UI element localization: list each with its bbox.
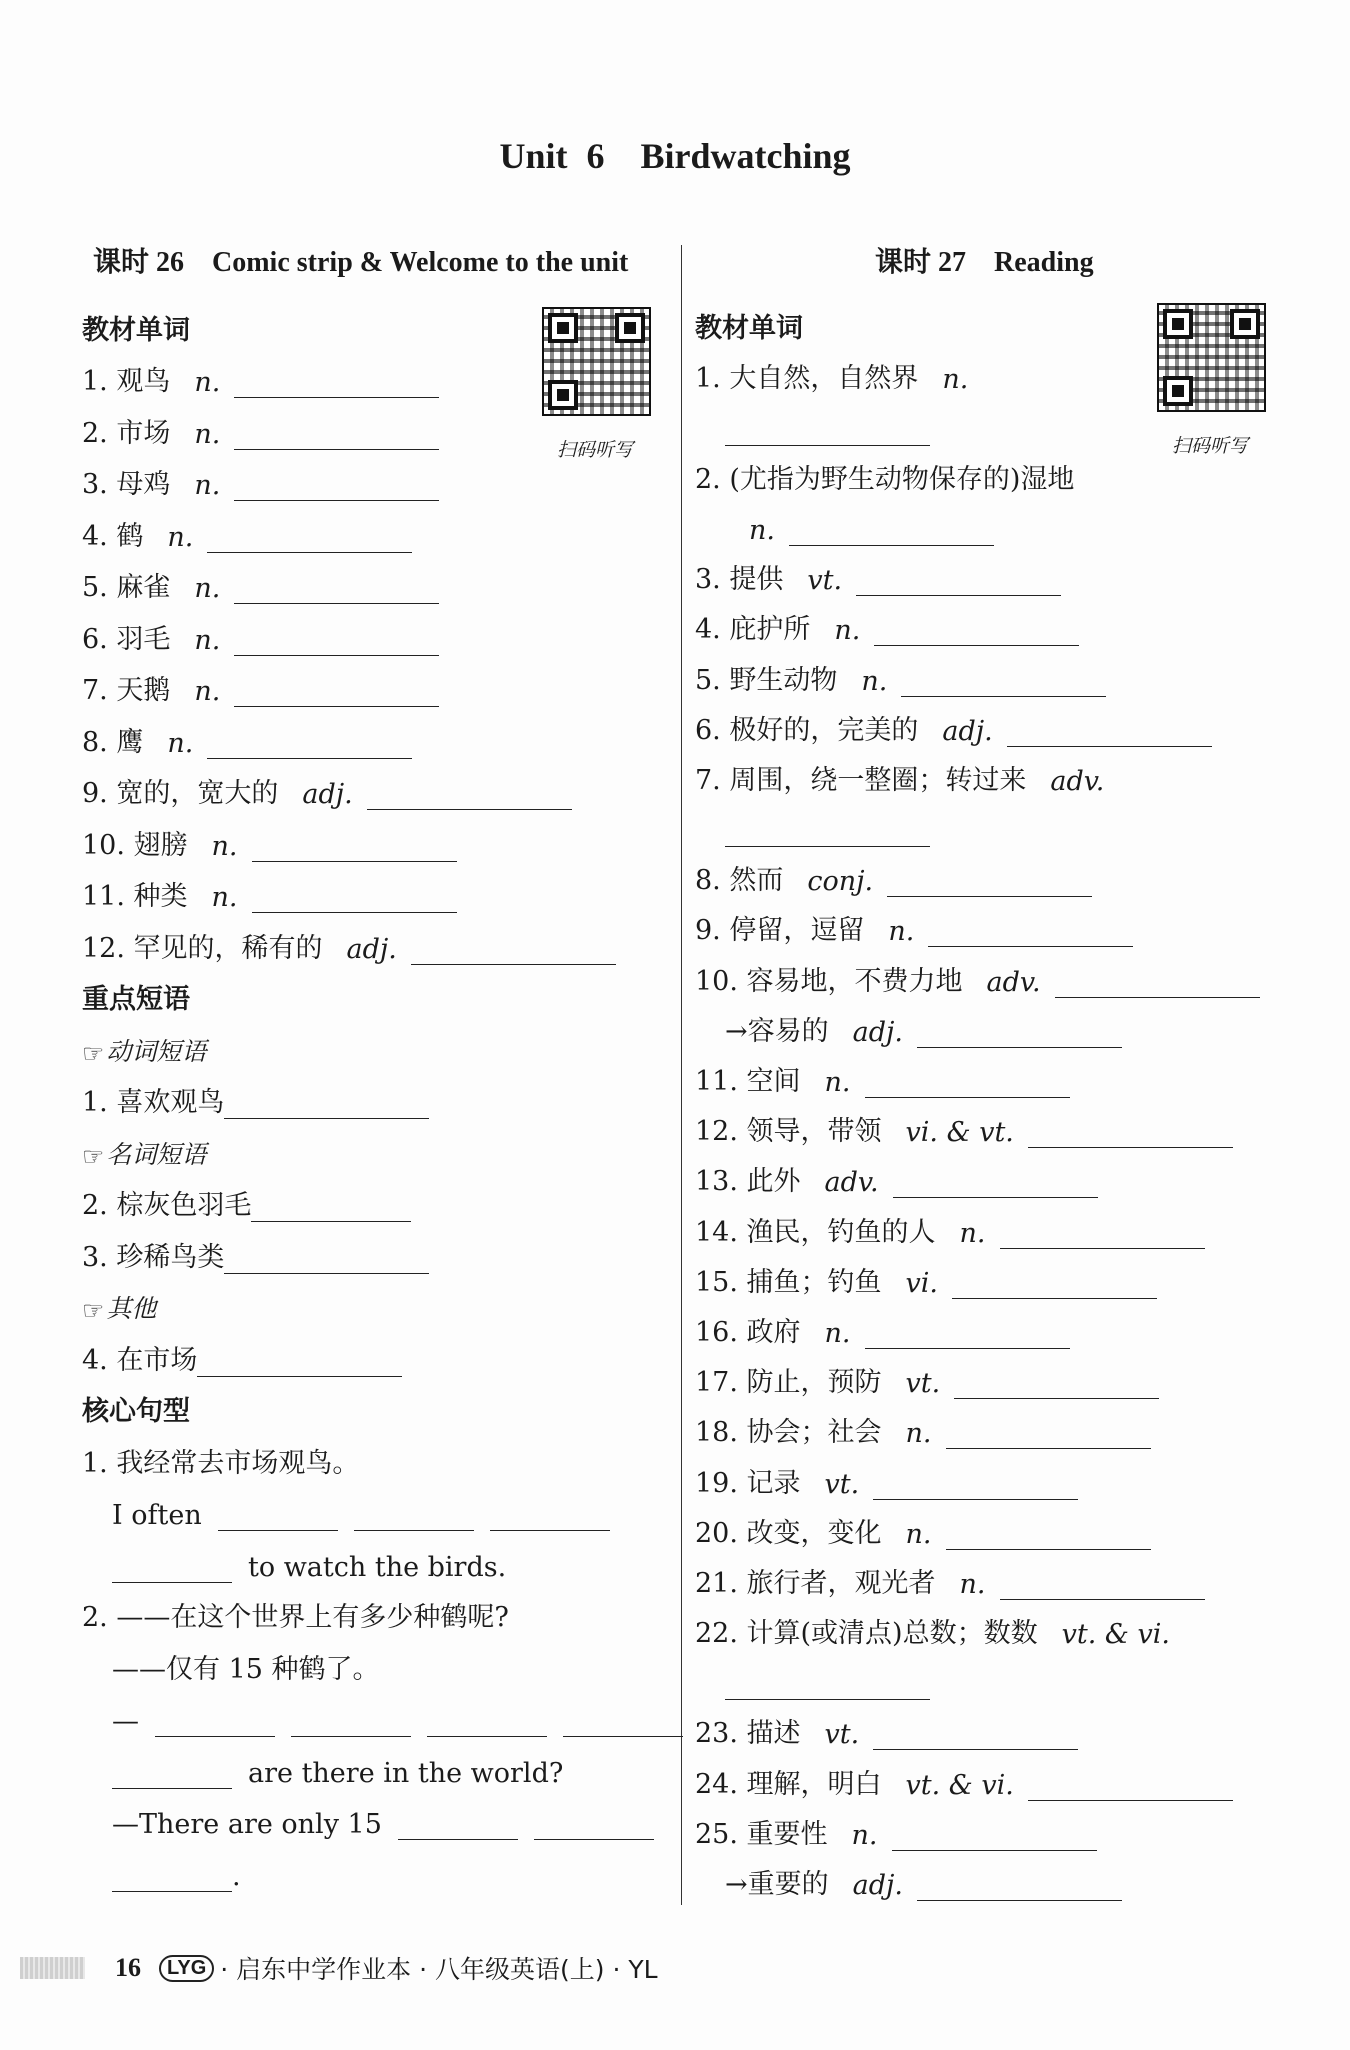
item-text: 15. 捕鱼；钓鱼 [695, 1266, 882, 1298]
section-heading [82, 965, 683, 1017]
answer-blank[interactable] [234, 476, 439, 501]
answer-blank[interactable] [946, 1424, 1151, 1449]
item-text: 13. 此外 [695, 1166, 801, 1198]
list-item [695, 1249, 1260, 1299]
item-text: 4. 鹤 [82, 520, 144, 552]
answer-blank[interactable] [901, 672, 1106, 697]
item-text: 1. 我经常去市场观鸟。 [82, 1447, 360, 1479]
answer-blank[interactable] [197, 1352, 402, 1377]
answer-blank[interactable] [928, 922, 1133, 947]
list-item [82, 553, 683, 605]
list-item [695, 947, 1260, 997]
part-of-speech: n. [888, 916, 915, 948]
answer-blank[interactable] [865, 1324, 1070, 1349]
pointing-hand-icon: ☞ [82, 1038, 105, 1068]
part-of-speech: adj. [346, 933, 397, 965]
answer-blank[interactable] [917, 1876, 1122, 1901]
item-text: 22. 计算(或清点)总数；数数 [695, 1618, 1038, 1650]
subsection-heading [82, 1016, 683, 1068]
section-title: 教材单词 [82, 314, 190, 346]
lesson-title: Comic strip & Welcome to the unit [212, 247, 629, 278]
list-item [82, 862, 683, 914]
item-text: 3. 母鸡 [82, 469, 171, 500]
list-item [725, 1650, 1260, 1700]
item-text: 21. 旅行者，观光者 [695, 1567, 936, 1599]
item-text: 11. 空间 [695, 1066, 801, 1097]
list-item [112, 1686, 683, 1738]
item-text: 2. ——在这个世界上有多少种鹤呢? [82, 1602, 509, 1633]
item-text: 10. 容易地，不费力地 [695, 965, 963, 997]
list-item [695, 697, 1260, 747]
answer-blank[interactable] [1000, 1224, 1205, 1249]
item-text: 11. 种类 [82, 881, 188, 912]
part-of-speech: vt. [824, 1468, 860, 1500]
answer-blank[interactable] [1028, 1776, 1233, 1801]
answer-blank[interactable] [252, 837, 457, 862]
list-item [695, 847, 1260, 897]
list-item [725, 1851, 1260, 1901]
part-of-speech: adj. [852, 1016, 903, 1048]
answer-blank[interactable] [207, 528, 412, 553]
answer-blank[interactable] [563, 1712, 683, 1737]
item-text: 7. 天鹅 [82, 675, 171, 706]
subsection-title: 名词短语 [106, 1139, 207, 1169]
lesson-title: Reading [994, 247, 1094, 278]
list-item [695, 446, 1260, 496]
answer-blank[interactable] [207, 734, 412, 759]
part-of-speech: n. [851, 1819, 878, 1851]
page-footer [20, 1948, 658, 1988]
item-text: 9. 停留，逗留 [695, 915, 865, 947]
list-item [695, 897, 1260, 947]
list-item [82, 656, 683, 708]
item-text: 4. 庇护所 [695, 614, 811, 646]
list-item [695, 1148, 1260, 1198]
section-title: 教材单词 [695, 313, 803, 345]
list-item [82, 913, 683, 965]
lesson-27-heading [875, 240, 1094, 280]
item-text: 12. 罕见的，稀有的 [82, 932, 323, 964]
publisher-logo: LYG [159, 1955, 214, 1982]
list-item [695, 345, 1260, 395]
answer-blank[interactable] [893, 1173, 1098, 1198]
section-heading [82, 295, 683, 347]
answer-blank[interactable] [892, 1826, 1097, 1851]
answer-blank[interactable] [112, 1867, 232, 1892]
list-item [82, 604, 683, 656]
answer-blank[interactable] [234, 373, 439, 398]
item-text: 5. 麻雀 [82, 572, 171, 603]
list-item [112, 1634, 683, 1686]
list-item [725, 395, 1260, 445]
list-item [112, 1480, 683, 1532]
list-item [695, 1700, 1260, 1750]
item-text: 14. 渔民，钓鱼的人 [695, 1216, 936, 1248]
item-text: 25. 重要性 [695, 1818, 828, 1850]
part-of-speech: vt. [824, 1719, 860, 1751]
answer-blank[interactable] [427, 1712, 547, 1737]
list-item [695, 646, 1260, 696]
answer-blank[interactable] [917, 1023, 1122, 1048]
sentence-text: I often [112, 1500, 202, 1531]
section-heading [695, 295, 1260, 345]
list-item [82, 1222, 683, 1274]
item-text: 1. 大自然，自然界 [695, 363, 919, 395]
part-of-speech: n. [834, 615, 861, 647]
answer-blank[interactable] [490, 1506, 610, 1531]
part-of-speech: conj. [807, 866, 874, 898]
answer-blank[interactable] [234, 682, 439, 707]
item-text: ——仅有 15 种鹤了。 [112, 1653, 380, 1685]
item-text: 12. 领导，带领 [695, 1116, 882, 1148]
item-text: 2. 市场 [82, 417, 171, 449]
answer-blank[interactable] [367, 785, 572, 810]
section-title: 核心句型 [82, 1396, 190, 1427]
answer-blank[interactable] [887, 872, 1092, 897]
list-item [82, 759, 683, 811]
answer-blank[interactable] [112, 1558, 232, 1583]
part-of-speech: adv. [986, 966, 1041, 998]
list-item [82, 398, 683, 450]
part-of-speech: n. [194, 676, 221, 707]
answer-blank[interactable] [291, 1712, 411, 1737]
part-of-speech: n. [194, 624, 221, 656]
list-item [725, 998, 1260, 1048]
subsection-title: 动词短语 [106, 1036, 207, 1066]
list-item [695, 1048, 1260, 1098]
book-title: · 启东中学作业本 · 八年级英语(上) · YL [220, 1955, 658, 1984]
answer-blank[interactable] [873, 1725, 1078, 1750]
list-item [82, 707, 683, 759]
answer-blank[interactable] [234, 631, 439, 656]
item-text: 1. 观鸟 [82, 366, 171, 397]
list-item [695, 1500, 1260, 1550]
item-text: 8. 然而 [695, 865, 784, 897]
list-item [112, 1531, 683, 1583]
item-text: 9. 宽的，宽大的 [82, 778, 279, 809]
list-item [695, 546, 1260, 596]
item-text: 6. 极好的，完美的 [695, 714, 919, 746]
item-text: 2. 棕灰色羽毛 [82, 1190, 252, 1221]
list-item [82, 1171, 683, 1223]
sentence-text: to watch the birds. [248, 1551, 507, 1583]
answer-blank[interactable] [112, 1764, 232, 1789]
item-text: 24. 理解，明白 [695, 1768, 882, 1800]
item-text: 19. 记录 [695, 1467, 801, 1499]
list-item [82, 1428, 683, 1480]
answer-blank[interactable] [725, 1675, 930, 1700]
part-of-speech: n. [167, 727, 194, 759]
footer-decoration [20, 1957, 85, 1979]
part-of-speech: n. [194, 418, 221, 450]
list-item [82, 1068, 683, 1120]
answer-blank[interactable] [725, 822, 930, 847]
answer-blank[interactable] [725, 421, 930, 446]
item-text: 3. 提供 [695, 564, 784, 596]
item-text: 4. 在市场 [82, 1344, 198, 1376]
item-text: 3. 珍稀鸟类 [82, 1241, 225, 1273]
item-text: 8. 鹰 [82, 726, 144, 758]
list-item [695, 1600, 1260, 1650]
answer-blank[interactable] [155, 1712, 275, 1737]
list-item [695, 1750, 1260, 1800]
answer-blank[interactable] [1028, 1123, 1233, 1148]
qr-caption: 扫码听写 [556, 439, 633, 461]
pointing-hand-icon: ☞ [82, 1141, 105, 1171]
list-item [82, 501, 683, 553]
part-of-speech: adv. [824, 1167, 879, 1199]
sentence-text: are there in the world? [248, 1757, 564, 1789]
answer-blank[interactable] [224, 1094, 429, 1119]
part-of-speech: vt. & vi. [905, 1769, 1014, 1801]
answer-blank[interactable] [251, 1197, 411, 1222]
answer-blank[interactable] [856, 571, 1061, 596]
part-of-speech: n. [211, 830, 238, 862]
part-of-speech: vi. & vt. [905, 1117, 1014, 1149]
sentence-text: —There are only 15 [112, 1809, 382, 1840]
lesson-27-list [695, 295, 1260, 1901]
answer-blank[interactable] [354, 1506, 474, 1531]
part-of-speech: n. [194, 367, 221, 398]
list-item [82, 1325, 683, 1377]
lesson-number: 课时 27 [875, 247, 967, 278]
part-of-speech: adj. [942, 715, 993, 747]
sentence-text: — [112, 1706, 139, 1737]
item-text: 6. 羽毛 [82, 623, 171, 655]
list-item [112, 1789, 683, 1841]
subsection-heading [82, 1274, 683, 1326]
answer-blank[interactable] [954, 1374, 1159, 1399]
lesson-26-list [82, 295, 683, 1892]
part-of-speech: n. [905, 1518, 932, 1550]
section-title: 重点短语 [82, 984, 190, 1015]
part-of-speech: n. [749, 514, 775, 546]
list-item [82, 347, 683, 399]
part-of-speech: n. [905, 1418, 932, 1450]
answer-blank[interactable] [252, 888, 457, 913]
item-text: 2. (尤指为野生动物保存的)湿地 [695, 463, 1075, 495]
part-of-speech: n. [861, 665, 888, 697]
item-text: 10. 翅膀 [82, 829, 188, 861]
part-of-speech: n. [194, 470, 221, 501]
answer-blank[interactable] [224, 1249, 429, 1274]
part-of-speech: n. [959, 1217, 986, 1249]
answer-blank[interactable] [218, 1506, 338, 1531]
answer-blank[interactable] [874, 621, 1079, 646]
item-text: 16. 政府 [695, 1316, 801, 1348]
answer-blank[interactable] [1000, 1575, 1205, 1600]
lesson-number: 课时 26 [93, 247, 185, 278]
part-of-speech: n. [824, 1317, 851, 1349]
item-text: 20. 改变，变化 [695, 1517, 882, 1549]
subsection-title: 其他 [106, 1294, 157, 1323]
list-item [695, 1299, 1260, 1349]
list-item [695, 1098, 1260, 1148]
answer-blank[interactable] [873, 1475, 1078, 1500]
answer-blank[interactable] [234, 579, 439, 604]
item-text: 23. 描述 [695, 1718, 801, 1750]
list-item [725, 797, 1260, 847]
part-of-speech: adj. [852, 1870, 903, 1901]
list-item [82, 810, 683, 862]
list-item [695, 747, 1260, 797]
list-item [82, 1583, 683, 1635]
pointing-hand-icon: ☞ [82, 1296, 105, 1325]
list-item [695, 1449, 1260, 1499]
list-item [112, 1840, 683, 1892]
page-number: 16 [115, 1953, 141, 1982]
item-text: 7. 周围，绕一整圈；转过来 [695, 764, 1027, 796]
list-item [695, 1198, 1260, 1248]
answer-blank[interactable] [1055, 973, 1260, 998]
list-item [695, 1399, 1260, 1449]
answer-blank[interactable] [534, 1815, 654, 1840]
answer-blank[interactable] [789, 521, 994, 546]
answer-blank[interactable] [1007, 722, 1212, 747]
item-text: 5. 野生动物 [695, 664, 838, 696]
list-item [695, 1550, 1260, 1600]
subsection-heading [82, 1119, 683, 1171]
qr-caption: 扫码听写 [1171, 435, 1248, 457]
item-text: 18. 协会；社会 [695, 1417, 882, 1449]
answer-blank[interactable] [411, 940, 616, 965]
list-item [82, 450, 683, 502]
section-heading [82, 1377, 683, 1429]
item-text: 1. 喜欢观鸟 [82, 1087, 225, 1118]
list-item [695, 1349, 1260, 1399]
part-of-speech: n. [959, 1568, 986, 1600]
item-text: →重要的 [725, 1869, 829, 1900]
part-of-speech: n. [167, 521, 194, 553]
page-title: Unit 6 Birdwatching [499, 136, 851, 176]
part-of-speech: vt. [905, 1368, 941, 1400]
part-of-speech: n. [211, 882, 238, 913]
period-mark: . [232, 1860, 241, 1892]
part-of-speech: adj. [302, 779, 353, 810]
part-of-speech: vt. & vi. [1061, 1619, 1170, 1651]
answer-blank[interactable] [234, 425, 439, 450]
answer-blank[interactable] [398, 1815, 518, 1840]
answer-blank[interactable] [865, 1073, 1070, 1098]
list-item [112, 1737, 683, 1789]
answer-blank[interactable] [952, 1274, 1157, 1299]
part-of-speech: adv. [1050, 765, 1105, 797]
list-item [695, 596, 1260, 646]
part-of-speech: n. [194, 573, 221, 604]
part-of-speech: n. [942, 364, 969, 396]
list-item [725, 496, 1260, 546]
part-of-speech: n. [824, 1067, 851, 1098]
answer-blank[interactable] [946, 1525, 1151, 1550]
lesson-26-heading [93, 240, 628, 280]
list-item [695, 1801, 1260, 1851]
item-text: →容易的 [725, 1015, 829, 1047]
part-of-speech: vt. [807, 565, 843, 597]
item-text: 17. 防止，预防 [695, 1367, 882, 1399]
part-of-speech: vi. [905, 1267, 939, 1299]
